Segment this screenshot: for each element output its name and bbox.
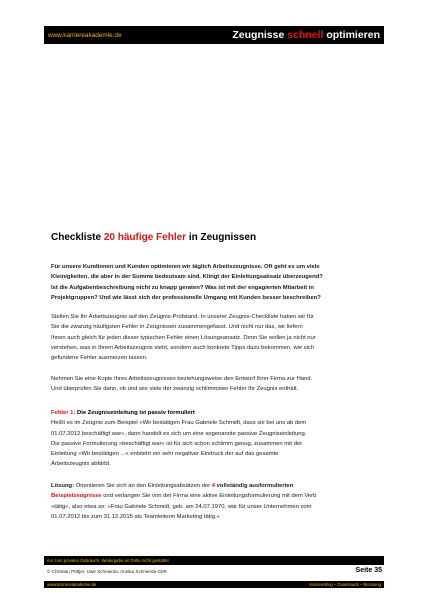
loesung-number: 4 bbox=[211, 483, 216, 489]
title-part1: Checkliste bbox=[51, 232, 104, 243]
footer-services[interactable]: Karriereblog – Downloads – Beratung bbox=[309, 582, 381, 587]
loesung-line-1 bbox=[51, 481, 381, 491]
paragraph-kopie bbox=[51, 374, 381, 395]
fehler-1-heading bbox=[51, 408, 381, 418]
brand-part1: Zeugnisse bbox=[232, 29, 288, 41]
loesung-line-2 bbox=[51, 491, 381, 501]
page-title bbox=[51, 232, 256, 243]
loesung-bold-1: vollständig ausformulierten bbox=[215, 483, 294, 489]
fehler-1-section bbox=[51, 408, 381, 470]
body-line: Ihnen auch gleich für jeden dieser typischen Fehler einen Lösungsansatz. Denn Sie wollen ja nicht nur bbox=[51, 334, 316, 341]
fehler-1-line: Einleitung »Wir bestätigen ...« entsteht ein sehr negativer Eindruck der auf das gesamte bbox=[51, 451, 279, 458]
fehler-1-line: 01.07.2012 beschäftigt war«, dann handelt es sich um eine sogenannte passive Zeugniseinleitung. bbox=[51, 430, 307, 437]
loesung-text-1: Orientieren Sie sich an den Einleitungsabsätzen der bbox=[74, 483, 212, 489]
loesung-section bbox=[51, 481, 381, 522]
beispielzeugnisse-link[interactable]: Beispielzeugnisse bbox=[51, 493, 102, 500]
intro-paragraph bbox=[51, 262, 381, 303]
loesung-line-3: »tätig«, also etwa so: »Frau Gabriele Schmidt, geb. am 24.07.1970, war für unser Unternehmen vom bbox=[51, 503, 312, 510]
brand-accent: schnell bbox=[287, 29, 324, 41]
fehler-1-line: Arbeitszeugnis abfärbt. bbox=[51, 461, 111, 468]
brand-part2: optimieren bbox=[323, 29, 380, 41]
body-line: Und überprüfen Sie dann, ob und wie viele der zwanzig schlimmsten Fehler Ihr Zeugnis enthält. bbox=[51, 386, 299, 393]
header-brand bbox=[232, 29, 384, 41]
paragraph-pruefstand bbox=[51, 312, 381, 363]
fehler-1-line: Heißt es im Zeugnis zum Beispiel »Wir bestätigen Frau Gabriele Schmidt, dass sie bei uns ab dem bbox=[51, 420, 307, 427]
fehler-1-label: Fehler 1: bbox=[51, 410, 76, 416]
intro-line: Für unsere Kundinnen und Kunden optimieren wir täglich Arbeitszeugnisse. Oft geht es um viele bbox=[51, 264, 320, 270]
intro-line: Projektgruppen? Und wie lässt sich der professionelle Umgang mit Kunden besser beschreiben? bbox=[51, 294, 321, 301]
body-line: Stellen Sie Ihr Arbeitszeugnis auf den Zeugnis-Prüfstand. In unserer Zeugnis-Checkliste haben wir für bbox=[51, 314, 314, 320]
loesung-line-4: 01.07.2012 bis zum 31.12.2015 als Teamleiterin Marketing tätig.« bbox=[51, 513, 220, 520]
footer-info bbox=[44, 565, 384, 582]
body-line: verstehen, was in Ihrem Arbeitszeugnis steht, sondern auch konkrete Tipps dazu bekommen, wie sich bbox=[51, 344, 315, 351]
page-footer bbox=[44, 556, 384, 590]
footer-url[interactable]: www.karriereakademie.de bbox=[47, 582, 97, 587]
loesung-text-2: und verlangen Sie von der Firma eine aktive Einleitungsformulierung mit dem Verb bbox=[101, 493, 317, 500]
title-accent: 20 häufige Fehler bbox=[103, 232, 187, 243]
title-part2: in Zeugnissen bbox=[186, 232, 257, 243]
intro-line: Ist die Aufgabenbeschreibung nicht zu knapp geraten? Was ist mit der engagierten Mitarbeit in bbox=[51, 284, 314, 291]
footer-links-bar bbox=[44, 582, 384, 588]
page-number: Seite 35 bbox=[355, 567, 382, 574]
footer-copyright: © Christian Püttjer, Uwe Schnierda, Annika Schnierda GbR bbox=[47, 569, 167, 574]
fehler-1-line: Die passive Formulierung »beschäftigt war« ist für sich schon schlimm genug, zusammen mit der bbox=[51, 440, 303, 447]
fehler-1-title: Die Zeugniseinleitung ist passiv formuliert bbox=[75, 410, 195, 416]
intro-line: Kleinigkeiten, die aber in der Summe bedeutsam sind. Klingt der Einleitungsabsatz überzeugend? bbox=[51, 274, 323, 281]
loesung-label: Lösung: bbox=[51, 483, 75, 489]
footer-usage-note: nur zum privaten Gebrauch, Weitergabe an Dritte nicht gestattet bbox=[44, 556, 384, 565]
body-line: Sie die zwanzig häufigsten Fehler in Zeugnissen zusammengefasst. Und nicht nur das, wir liefern bbox=[51, 324, 303, 331]
header-url[interactable]: www.karriereakademie.de bbox=[48, 31, 122, 39]
body-line: Nehmen Sie eine Kopie Ihres Arbeitszeugnisses beziehungsweise den Entwurf Ihrer Firma zur Hand. bbox=[51, 376, 313, 382]
body-line: gefundene Fehler ausmerzen lassen. bbox=[51, 355, 148, 362]
page-header bbox=[44, 26, 384, 44]
